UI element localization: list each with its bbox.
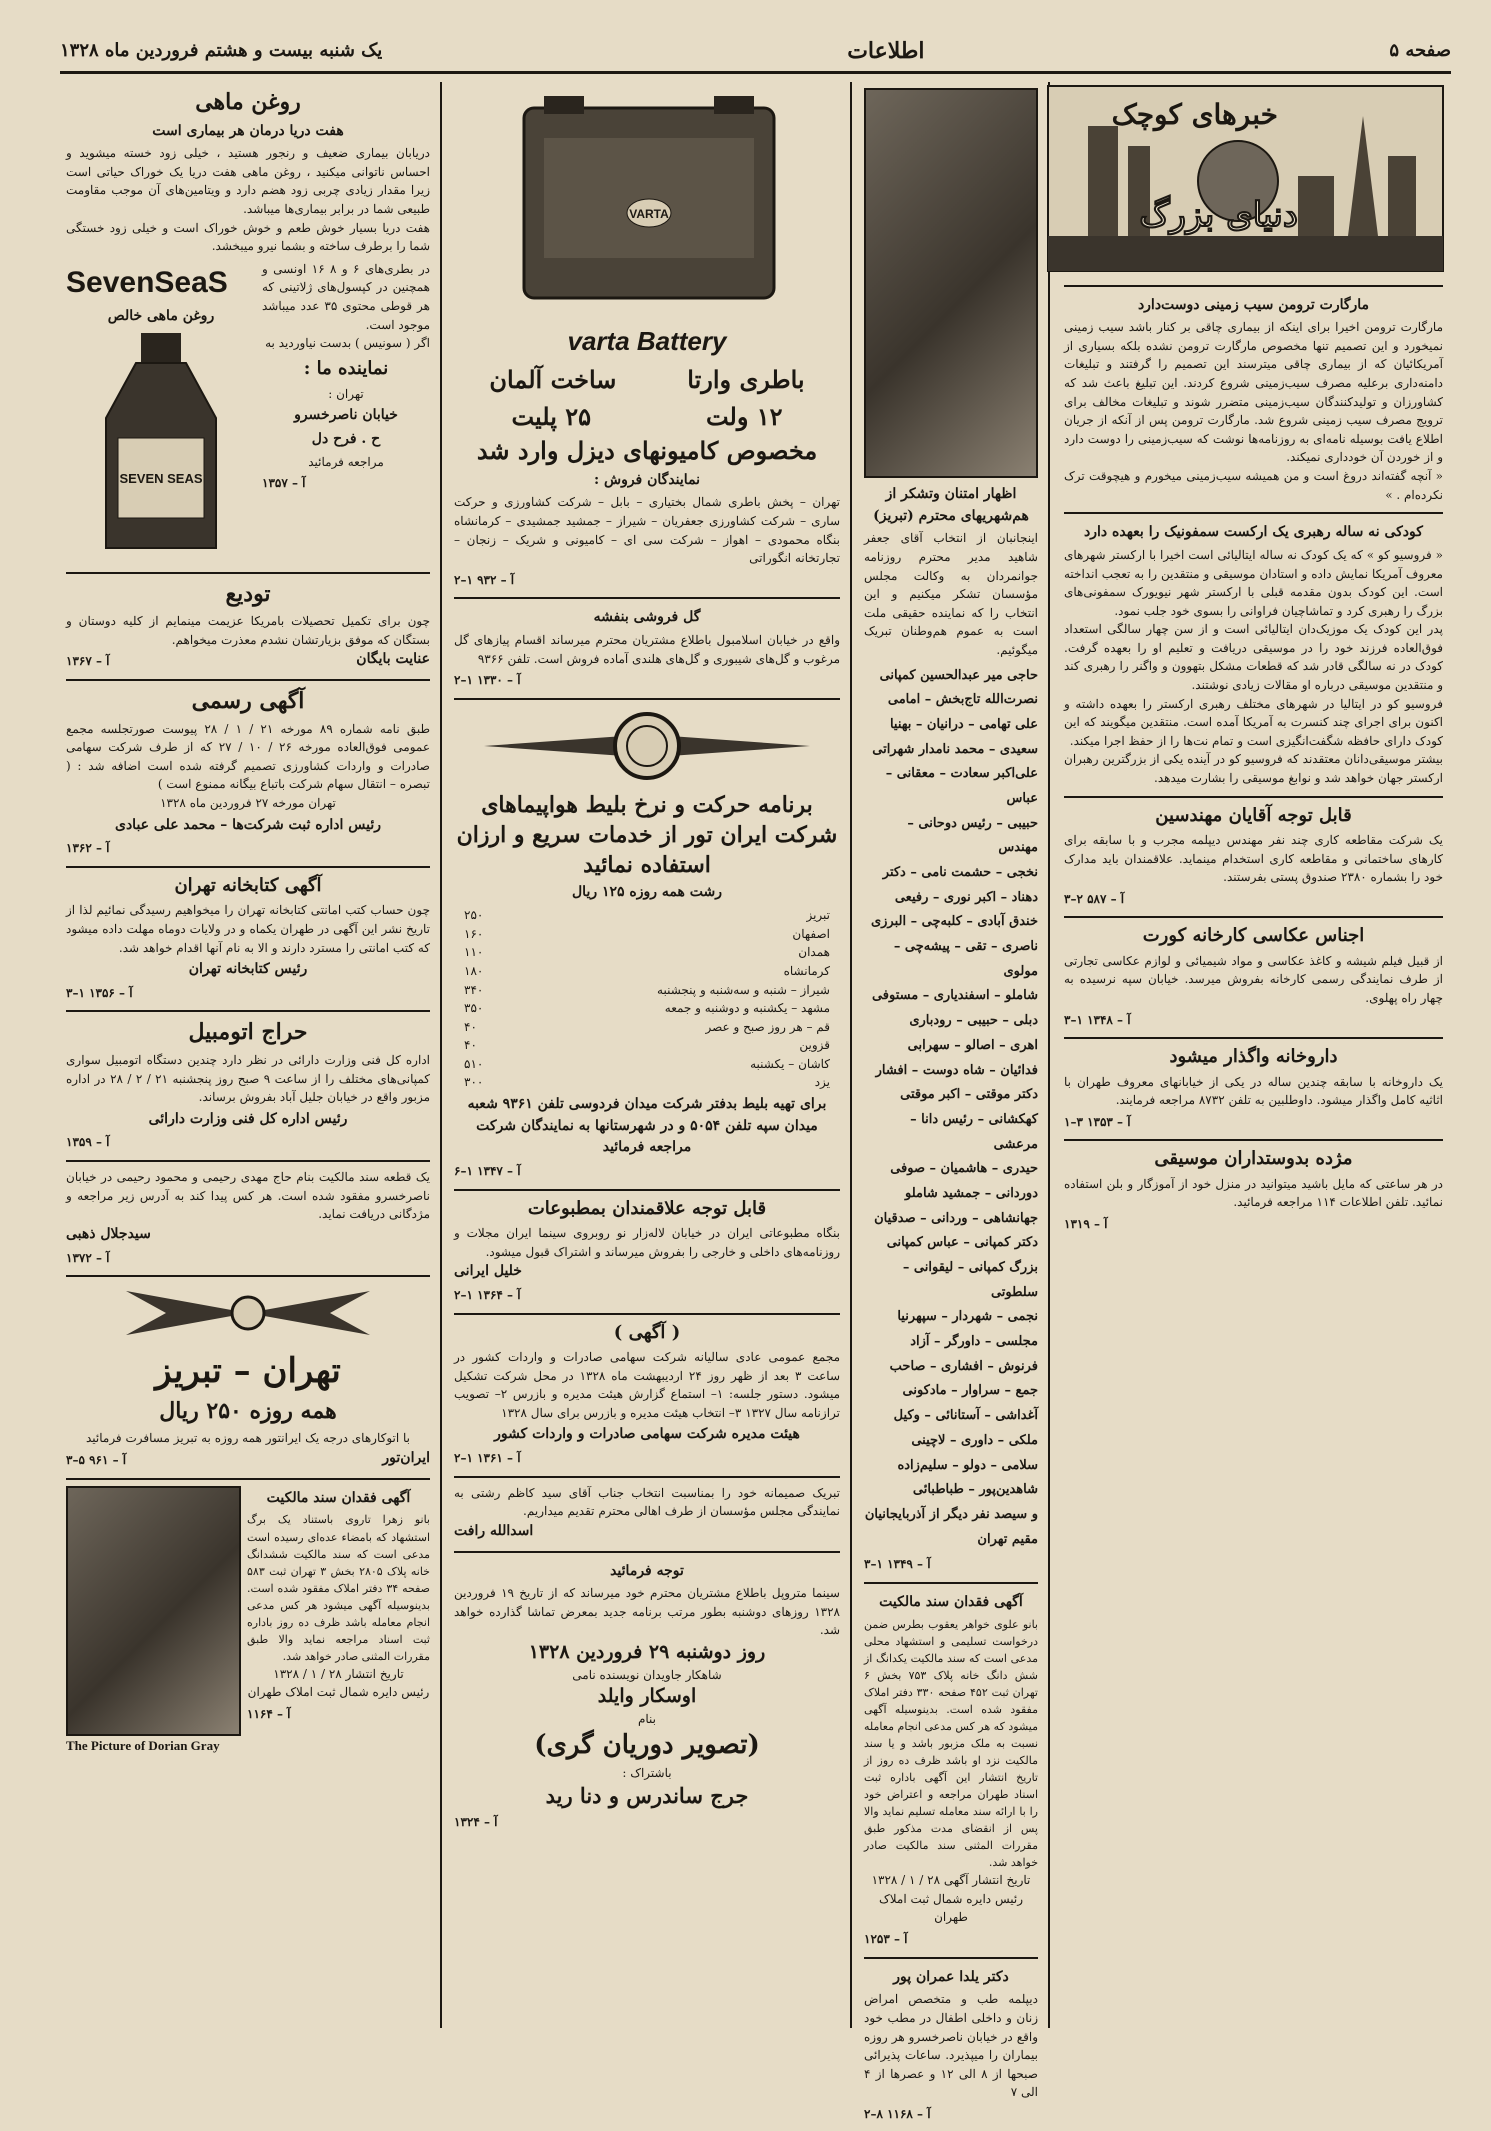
fare-price: ۳۵۰ [464, 1001, 484, 1016]
ad-code: آ – ۱۳۵۳ ۳–۱ [1064, 1114, 1131, 1129]
lost-deed-2-date: تاریخ انتشار ۲۸ / ۱ / ۱۳۲۸ [273, 1666, 404, 1681]
signer: کهکشانی – رئیس دانا – مرعشی [910, 1111, 1038, 1152]
fare-row [454, 925, 840, 944]
farewell-body: چون برای تکمیل تحصیلات بامریکا عزیمت مینمایم از کلیه دوستان و بستگان که موفق بزیارتشان نشدم معذرت میخواهم. [66, 614, 430, 647]
column-rule [440, 82, 442, 2028]
fares-head: رشت همه روزه ۱۲۵ ریال [572, 884, 722, 901]
fish-oil-address: خیابان ناصرخسرو [294, 407, 398, 424]
battery-ad [454, 82, 840, 599]
official-date: تهران مورخه ۲۷ فروردین ماه ۱۳۲۸ [160, 796, 336, 811]
airline-headline: برنامه حرکت و نرخ بلیط هواپیماهای شرکت ایران تور از خدمات سریع و ارزان استفاده نمائید [456, 792, 838, 878]
found-body: یک قطعه سند مالکیت بنام حاج مهدی رحیمی و محمود رحیمی در خیابان ناصرخسرو مفقود شده است. هر کس پیدا کند به آدرس زیر مراجعه و مژدگانی دریافت نماید. [66, 1170, 430, 1222]
lost-deed-notice-2 [66, 1480, 430, 1764]
battery-name: باطری وارتا [687, 364, 805, 394]
ad-code: آ – ۱۲۵۳ [864, 1932, 908, 1947]
truman-headline: مارگارت ترومن سیب زمینی دوست‌دارد [1137, 296, 1370, 313]
fish-oil-rep: نماینده ما : [303, 357, 389, 379]
engineers-ad-title: قابل توجه آقایان مهندسین [1155, 804, 1352, 826]
column-news [1056, 82, 1451, 2028]
official-body: طبق نامه شماره ۸۹ مورخه ۲۱ / ۱ / ۲۸ پیوست صورتجلسه مجمع عمومی فوق‌العاده مورخه ۲۶ / ۱۰ / ۲۷ که از طرف شرکت سهامی صادرات و واردات کشاورزی تصمیم گرفته شده است اضافه شد : ( تبصره – انتقال سهام شرکت باتباع بیگانه ممنوع است ) [66, 721, 431, 792]
cinema-body: سینما متروپل باطلاع مشتریان محترم خود میرساند که از تاریخ ۱۹ فروردین ۱۳۲۸ روزهای دوشنبه بطور مرتب برنامه جدید بمعرض تماشا گذارده خواهد شد. [454, 1586, 840, 1638]
ad-code: آ – ۱۳۴۹ ۱–۳ [864, 1557, 931, 1572]
press-sign: خلیل ایرانی [454, 1263, 522, 1280]
library-notice [66, 868, 430, 1012]
child-headline: کودکی نه ساله رهبری یک ارکست سمفونیک را بعهده دارد [1084, 524, 1423, 541]
congrats-sign: اسدالله رافت [454, 1522, 534, 1539]
signer: مجلسی – داورگر – آزاد [910, 1334, 1038, 1350]
signer: فرنوش – افشاری – صاحب [889, 1358, 1038, 1374]
film-caption: The Picture of Dorian Gray [66, 1737, 220, 1753]
route-body: با اتوکارهای درجه یک ایرانتور همه روزه به تبریز مسافرت فرمائید [85, 1431, 411, 1446]
ad-code: آ – ۱۱۶۸ ۸–۲ [864, 2106, 931, 2121]
fish-oil-note: اگر ( سونیس ) بدست نیاوردید به [265, 336, 430, 351]
auction-title: حراج اتومبیل [188, 1019, 308, 1046]
child-paragraph: پدر این کودک یک موزیک‌دان ایتالیائی است و از سن چهار سالگی استعداد فوق‌العاده فرزند خود را در موسیقی دریافت و تعلیم او را بعهده گرفت. کودک در نه سالگی قادر شد که قطعات مشکل بتهوون و واگنر را رهبری کند و منتقدین موسیقی درباره او مقالات زیادی نوشتند. [1064, 622, 1443, 693]
bottle-label: SEVEN SEAS [119, 471, 203, 487]
thanks-notice [864, 82, 1038, 1584]
fare-row [454, 1036, 840, 1055]
cinema-line: شاهکار جاویدان نویسنده نامی [572, 1667, 722, 1682]
lost-deed-sign: رئیس دایره شمال ثبت املاک طهران [878, 1891, 1023, 1925]
cinema-cast: جرج ساندرس و دنا رید [545, 1783, 749, 1809]
fare-city: قم – هر روز صبح و عصر [705, 1019, 830, 1034]
doctor-ad [864, 1959, 1038, 2131]
route-footer [66, 1448, 430, 1470]
signer: علی‌اکبر سعادت – معقانی – عباس [885, 766, 1038, 806]
ad-code: آ – ۱۳۶۷ [66, 654, 110, 669]
ad-code: آ – ۱۳۵۹ [66, 1135, 110, 1150]
battery-line2 [454, 398, 840, 435]
battery-reps-title: نمایندگان فروش : [593, 471, 701, 488]
cinema-line: باشتراک : [622, 1765, 672, 1780]
press-body: بنگاه مطبوعاتی ایران در خیابان لاله‌زار نو روبروی سینما ایران مجلات و روزنامه‌های داخلی و خارجی را بفروش میرساند و اشتراک قبول میشود. [454, 1226, 840, 1259]
fish-oil-body2: هفت دریا بسیار خوش طعم و خوش خوراک است و خیلی زود خستگی شما را برطرف ساخته و بشما نیرو میبخشد. [66, 220, 430, 254]
official-notice [66, 681, 430, 868]
fare-city: مشهد – یکشنبه و دوشنبه و جمعه [664, 1001, 830, 1016]
issue-date: یک شنبه بیست و هشتم فروردین ماه ۱۳۲۸ [60, 40, 383, 61]
ad-code: آ – ۱۳۵۷ [262, 476, 306, 491]
airline-note: برای تهیه بلیط بدفتر شرکت میدان فردوسی تلفن ۹۳۶۱ شعبه میدان سپه تلفن ۵۰۵۴ و در شهرستانها به نمایندگان شرکت مراجعه فرمائید [467, 1096, 827, 1156]
signer: ملکی – داوری – لاچینی [911, 1432, 1038, 1448]
music-body: در هر ساعتی که مایل باشید میتوانید در منزل خود از آموزگار و بلن استفاده نمائید. تلفن اطلاعات ۱۱۴ مراجعه فرمائید. [1064, 1176, 1443, 1210]
banner-title: خبرهای کوچک [1111, 98, 1278, 131]
cinema-ad [454, 1553, 840, 1841]
fish-oil-brand-block [66, 260, 256, 564]
fare-price: ۳۰۰ [464, 1075, 484, 1090]
ad-code: آ – ۱۳۶۱ ۱–۲ [454, 1451, 521, 1466]
signer: آغداشی – آستانائی – وکیل [893, 1408, 1038, 1424]
fare-price: ۱۶۰ [464, 926, 484, 941]
official-title: آگهی رسمی [191, 688, 305, 715]
signer: نخجی – حشمت نامی – دکتر [882, 865, 1038, 881]
fish-oil-layout [66, 260, 430, 564]
fish-oil-title: روغن ماهی [195, 89, 301, 115]
newspaper-title: اطلاعات [847, 37, 925, 64]
company-notice-sign: هیئت مدیره شرکت سهامی صادرات و واردات کشور [494, 1426, 800, 1443]
signer: دبلی – حبیبی – رودباری [909, 1013, 1038, 1029]
music-ad [1064, 1141, 1443, 1241]
press-ad [454, 1191, 840, 1315]
ad-code: آ – ۱۳۲۴ [454, 1815, 498, 1830]
signer: حبیبی – رئیس دوحانی – مهندس [907, 815, 1038, 856]
signer: حاجی میر عبدالحسین کمپانی [879, 667, 1038, 683]
ad-code: آ – ۱۱۶۴ [247, 1707, 291, 1722]
fare-row [454, 999, 840, 1018]
engineers-ad-body: یک شرکت مقاطعه کاری چند نفر مهندس دیپلمه مجرب و با سابقه برای کارهای ساختمانی و مقاطعه کاری استخدام مینماید. علاقمندان باید مدارک خود را بشماره ۲۳۸۰ صندوق پستی بفرستند. [1064, 833, 1443, 885]
truman-article [1064, 287, 1443, 515]
fare-city: همدان [798, 945, 830, 960]
signer: نجمی – شهردار – سپهرنیا [897, 1309, 1038, 1325]
child-paragraph: فروسیو کو در ایتالیا در شهرهای مختلف رهبری ارکستر را بعهده داشته و اکنون برای اجرای چند کنسرت به آمریکا آمده است. منتقدین میگویند که این کودک دارای حافظه شگفت‌انگیزی است و تمام نت‌ها را از حفظ اجرا میکند. [1064, 696, 1443, 748]
signer: دکتر موقتی – اکبر موقتی [900, 1087, 1038, 1103]
fare-row [454, 906, 840, 925]
company-notice-title: ( آگهی ) [613, 1321, 681, 1343]
fish-oil-details [262, 260, 430, 564]
photo-supplies-ad [1064, 918, 1443, 1039]
flower-shop-ad [454, 599, 840, 699]
fare-city: تبریز [806, 908, 830, 923]
ad-code: آ – ۱۳۱۹ [1064, 1216, 1108, 1231]
brand-subtitle: روغن ماهی خالص [107, 308, 215, 325]
lost-deed-2-body: بانو زهرا تاروی باستناد یک برگ استشهاد که بامضاء عده‌ای رسیده است مدعی است که سند مالکیت ششدانگ خانه پلاک ۲۸۰۵ بخش ۳ تهران ثبت ۵۸۳ صفحه ۳۴ دفتر املاک مفقود شده است. بدینوسیله آگهی میشود هر کس مدعی انجام معامله باشد ظرف ده روز باداره ثبت اسناد مراجعه نماید والا طبق مقررات المثنی صادر خواهد شد. [247, 1513, 430, 1663]
signer: نصرت‌الله تاج‌بخش – امامی [887, 692, 1038, 708]
signer: جهانشاهی – وردانی – صدقیان [874, 1210, 1038, 1226]
bus-route-ad [66, 1277, 430, 1480]
truman-quote: « آنچه گفته‌اند دروغ است و من همیشه سیب‌زمینی میخورم و هیچوقت ترک نکرده‌ام . » [1064, 469, 1443, 502]
column-ads-middle [446, 82, 848, 2028]
lost-deed-body: بانو علوی خواهر یعقوب بطرس ضمن درخواست تسلیمی و استشهاد محلی مدعی است که سند مالکیت یکدانگ از شش دانگ خانه پلاک ۷۵۳ بخش ۶ تهران ثبت ۴۵۲ صفحه ۳۳۰ دفتر املاک مفقود شده است. بدینوسیله آگهی میشود که هر کس مدعی انجام معامله نسبت به ملک مزبور باشد و یا سند مالکیت نزد او باشد ظرف ده روز از تاریخ انتشار این آگهی باداره ثبت اسناد طهران مراجعه و اعتراض خود را با ارائه سند معامله تسلیم نماید والا پس از انقضای مدت مذکور طبق مقررات المثنی سند مالکیت صادر خواهد شد. [864, 1617, 1039, 1870]
fare-city: قزوین [799, 1038, 830, 1053]
ad-code: آ – ۱۳۴۷ ۱–۶ [454, 1164, 521, 1179]
fare-city: کاشان – یکشنبه [750, 1056, 830, 1071]
pharmacy-title: داروخانه واگذار میشود [1169, 1046, 1338, 1068]
signer: ناصری – تقی – پیشه‌چی – مولوی [893, 939, 1038, 979]
banner-illustration [1048, 86, 1443, 271]
fare-price: ۱۱۰ [464, 945, 484, 960]
signer: خندق آبادی – کلبه‌چی – البرزی [870, 914, 1038, 930]
lost-deed-title: آگهی فقدان سند مالکیت [879, 1593, 1023, 1610]
film-still [66, 1486, 241, 1756]
lost-deed-2-text [247, 1486, 430, 1756]
signer: دهناد – اکبر نوری – رفیعی [894, 889, 1038, 905]
battery-headline: مخصوص کامیونهای دیزل وارد شد [476, 436, 818, 466]
winged-logo-icon [66, 1283, 430, 1343]
brand-logo: SevenSeaS [66, 265, 228, 299]
signer: و سیصد نفر دیگر از آذربایجانیان مقیم تهران [864, 1506, 1038, 1547]
fare-price: ۲۵۰ [464, 908, 484, 923]
route-price: همه روزه ۲۵۰ ریال [159, 1397, 337, 1424]
column-rule [1048, 82, 1050, 2028]
child-paragraph: بیشتر موسیقی‌دانان معتقدند که فروسیو کو در آینده یکی از بزرگترین رهبران ارکستر جهان خواهد شد و نوابغ موسیقی را بشارت میدهد. [1064, 752, 1443, 786]
fare-city: شیراز – شنبه و سه‌شنبه و پنجشنبه [657, 982, 830, 997]
fare-price: ۱۸۰ [464, 963, 484, 978]
flower-title: گل فروشی بنفشه [593, 609, 701, 626]
fare-city: یزد [814, 1075, 830, 1090]
fare-row [454, 1055, 840, 1074]
engineers-ad [1064, 798, 1443, 919]
signer: حیدری – هاشمیان – صوفی [890, 1161, 1038, 1177]
company-notice [454, 1315, 840, 1478]
official-sign: رئیس اداره ثبت شرکت‌ها – محمد علی عبادی [114, 816, 381, 833]
ad-code: آ – ۹۶۱ ۵–۳ [66, 1453, 127, 1468]
ad-code: آ – ۵۸۷ ۲–۳ [1064, 891, 1125, 906]
page-number: صفحه ۵ [1389, 40, 1451, 61]
cinema-title: توجه فرمائید [610, 1562, 684, 1579]
signers-list [864, 664, 1038, 1553]
cinema-line: بنام [637, 1711, 657, 1726]
fare-table [454, 906, 840, 1092]
route-title: تهران – تبریز [155, 1350, 341, 1391]
signer: سلامی – دولو – سلیم‌زاده [897, 1457, 1038, 1473]
press-title: قابل توجه علاقمندان بمطبوعات [527, 1197, 767, 1219]
ad-code: آ – ۱۳۳۰ ۱–۲ [454, 673, 521, 688]
battery-label: VARTA [629, 207, 669, 221]
actress-photo [66, 1486, 241, 1736]
signer: بزرگ کمپانی – لیقوانی – سلطوتی [902, 1260, 1038, 1300]
battery-reps: تهران – پخش باطری شمال بختیاری – بابل – شرکت کشاورزی و حرکت ساری – شرکت کشاورزی جعفریان – شیراز – جمشید جمشیدی – کرمانشاه بنگاه محمودی – اهواز – شرکت سی ای – کامیونی و شریک – زنجان – تجارتخانه انگوراتی [454, 495, 840, 566]
bottle-icon [66, 328, 256, 558]
found-deed-notice [66, 1162, 430, 1277]
car-auction-notice [66, 1012, 430, 1162]
route-company: ایران‌تور [382, 1450, 430, 1467]
fish-oil-subtitle: هفت دریا درمان هر بیماری است [152, 122, 344, 139]
battery-origin: ساخت آلمان [489, 364, 617, 394]
ad-code: آ – ۹۳۲ ۱–۲ [454, 572, 515, 587]
fish-oil-shop: ح . فرح دل [311, 430, 381, 447]
congrats-body: تبریک صمیمانه خود را بمناسبت انتخاب جناب آقای سید کاظم رشتی به نمایندگی مجلس مؤسسان از طرف اهالی محترم تقدیم میداریم. [454, 1485, 840, 1519]
fish-oil-city: تهران : [328, 386, 364, 401]
lost-deed-2-layout [66, 1486, 430, 1756]
farewell-footer [66, 649, 430, 671]
cinema-date: روز دوشنبه ۲۹ فروردین ۱۳۲۸ [528, 1640, 766, 1663]
fare-price: ۵۱۰ [464, 1056, 484, 1071]
fare-row [454, 1073, 840, 1092]
fare-row [454, 1018, 840, 1037]
lost-deed-date: تاریخ انتشار آگهی ۲۸ / ۱ / ۱۳۲۸ [871, 1873, 1031, 1888]
farewell-sign: عنایت بایگان [356, 651, 430, 668]
pharmacy-body: یک داروخانه با سابقه چندین ساله در یکی از خیابانهای معروف طهران با اثاثیه کامل واگذار میشود. داوطلبین به تلفن ۸۷۳۲ مراجعه فرمایند. [1064, 1074, 1443, 1108]
photo-supplies-title: اجناس عکاسی کارخانه کورت [1142, 925, 1365, 947]
truman-body: مارگارت ترومن اخیرا برای اینکه از بیماری چاقی بر کنار باشد سیب زمینی نمیخورد و این تصمیم تنها مخصوص مارگارت ترومن نشده بلکه بسیاری از آمریکائیان که از بیماری چاقی میترسند این تصمیم را گرفتند و تبلیغات دامنه‌داری برعلیه مصرف سیب‌زمینی شروع کردند. این تبلیغ باعث شد که کشاورزان و تولیدکنندگان سیب‌زمینی متضرر شوند و تبلیغات مخالف برای ترویج مصرف سیب زمینی شروع شد. مارگارت ترومن پس از آنکه از جریان اطلاع یافت بوسیله نامه‌ای به روزنامه‌ها نوشت که سیب‌زمینی را دوست دارد و از خوردن آن خودداری نمیکند. [1064, 320, 1443, 465]
child-conductor-article [1064, 514, 1443, 797]
ad-code: آ – ۱۳۴۸ ۱–۳ [1064, 1012, 1131, 1027]
library-sign: رئیس کتابخانه تهران [188, 961, 308, 978]
signer: سعیدی – محمد نامدار شهراتی [872, 741, 1038, 757]
portrait-photo [864, 88, 1038, 478]
library-title: آگهی کتابخانه تهران [174, 874, 322, 896]
signer: شاملو – اسفندیاری – مستوفی [871, 988, 1038, 1004]
battery-volt: ۱۲ ولت [705, 402, 783, 432]
photo-supplies-body: از قبیل فیلم شیشه و کاغذ عکاسی و مواد شیمیائی و لوازم عکاسی تجارتی از طرف نمایندگی رسمی کارخانه بفروش میرسد. خیابان سپه نرسیده به چهار راه پهلوی. [1064, 953, 1443, 1005]
library-body: چون حساب کتب امانتی کتابخانه تهران را میخواهیم رسیدگی نمائیم لذا از تاریخ نشر این آگهی در طهران یکماه و در ولایات دوماه مهلت داده میشود که کتب امانتی را مسترد دارند و الا به نام آنها اقدام خواهد شد. [66, 903, 430, 955]
battery-illustration [454, 88, 840, 313]
thanks-body: اینجانبان از انتخاب آقای جعفر شاهید مدیر محترم روزنامه جوانمردان به وکالت مجلس مؤسسان تشکر میکنیم و این انتخاب را که نماینده حقیقی ملت است به عموم هم‌وطنان تبریک میگوئیم. [864, 531, 1038, 657]
ad-code: آ – ۱۳۷۲ [66, 1250, 110, 1265]
battery-line1 [454, 361, 840, 398]
found-sign: سیدجلال ذهبی [66, 1225, 151, 1242]
fish-oil-body: دریابان بیماری ضعیف و رنجور هستید ، خیلی زود خسته میشوید و احساس ناتوانی میکنید ، روغن ماهی هفت دریا یک خوراک حیاتی است زیرا مقدار زیادی چربی زود هضم دارد و ویتامین‌های آن موجب مقاومت طبیعی شما در برابر بیماری‌ها میباشد. [66, 146, 430, 217]
ad-code: آ – ۱۳۵۶ ۱–۳ [66, 985, 133, 1000]
banner-subtitle: دنیای بزرگ [1139, 195, 1298, 235]
fish-oil-sizes: در بطری‌های ۶ و ۸ ۱۶ اونسی و همچنین در کپسول‌های ژلاتینی که هر قوطی محتوی ۳۵ عدد میباشد موجود است. [262, 261, 430, 332]
fare-price: ۳۴۰ [464, 982, 484, 997]
fish-oil-ad [66, 82, 430, 574]
doctor-name: دکتر یلدا عمران پور [893, 1968, 1009, 1985]
farewell-title: تودیع [225, 580, 271, 607]
signer: علی تهامی – درانیان – بهنیا [889, 716, 1038, 732]
thanks-headline: اظهار امتنان وتشکر از هم‌شهریهای محترم (تبریز) [873, 486, 1029, 524]
page-header [60, 30, 1451, 74]
cinema-author: اوسکار وایلد [597, 1685, 697, 1708]
music-title: مژده بدوستداران موسیقی [1154, 1148, 1353, 1170]
signer: دوردانی – جمشید شاملو [904, 1185, 1038, 1201]
signer: شاهدین‌پور – طباطبائی [912, 1482, 1038, 1498]
lost-deed-notice [864, 1584, 1038, 1959]
fare-price: ۴۰ [464, 1038, 477, 1053]
flower-body: واقع در خیابان اسلامبول باطلاع مشتریان محترم میرساند اقسام پیازهای گل مرغوب و گل‌های شیبوری و گل‌های هلندی آماده فروش است. تلفن ۹۳۶۶ [454, 633, 840, 666]
auction-body: اداره کل فنی وزارت دارائی در نظر دارد چندین دستگاه اتومبیل سواری کمپانی‌های مختلف را از ساعت ۹ صبح روز پنجشنبه ۲۱ / ۲ / ۲۸ در اداره مزبور واقع در خیابان جلیل آباد بفروش برساند. [66, 1052, 430, 1105]
airline-ad [454, 700, 840, 1191]
fare-row [454, 943, 840, 962]
doctor-body: دیپلمه طب و متخصص امراض زنان و داخلی اطفال در مطب خود واقع در خیابان ناصرخسرو هر روزه بیماران را میپذیرد. ساعات پذیرائی صبحها از ۸ الی ۱۲ و عصرها از ۴ الی ۷ [864, 1992, 1038, 2100]
fare-city: کرمانشاه [783, 963, 830, 978]
pharmacy-ad [1064, 1039, 1443, 1141]
fare-city: اصفهان [792, 926, 830, 941]
column-thanks [856, 82, 1046, 2121]
signer: جمع – سراوار – مادکونی [902, 1383, 1038, 1399]
fare-price: ۴۰ [464, 1019, 477, 1034]
lost-deed-2-title: آگهی فقدان سند مالکیت [266, 1489, 411, 1506]
ad-code: آ – ۱۳۶۲ [66, 841, 110, 856]
child-paragraph: « فروسیو کو » که یک کودک نه ساله ایتالیائی است اخیرا با ارکستر شهرهای معروف آمریکا نمایش داده و استادان موسیقی و منتقدین را به تعجب انداخته است. این کودک بدون مقدمه قبلی با ارکستر شهر نیویورک سمفونی‌های بزرگ را رهبری کرد و تماشاچیان فراوانی را بسوی خود جلب نمود. [1064, 547, 1443, 618]
column-rule [850, 82, 852, 2028]
farewell-notice [66, 574, 430, 681]
signer: دکتر کمپانی – عباس کمپانی [886, 1235, 1038, 1251]
cinema-film-title: (تصویر دوریان گری) [534, 1730, 760, 1761]
battery-plates: ۲۵ پلیت [511, 402, 592, 432]
fare-row [454, 962, 840, 981]
lost-deed-2-sign: رئیس دایره شمال ثبت املاک طهران [247, 1685, 430, 1700]
congrats-notice [454, 1478, 840, 1553]
signer: اهری – اصالو – سهرابی [907, 1037, 1038, 1053]
signer: فدائیان – شاه دوست – افشار [875, 1062, 1038, 1078]
fare-row [454, 981, 840, 1000]
battery-brand-en: varta Battery [567, 325, 727, 356]
company-notice-body: مجمع عمومی عادی سالیانه شرکت سهامی صادرات و واردات کشور در ساعت ۳ بعد از ظهر روز ۲۴ اردیبهشت ماه ۱۳۲۸ در محل شرکت تشکیل میشود. دستور جلسه: ۱– استماع گزارش هیئت مدیره و بازرس ۲– تصویب ترازنامه سال ۱۳۲۷ ۳– انتخاب هیئت مدیره و بازرس برای سال ۱۳۲۸ [454, 1349, 841, 1420]
news-banner [1064, 82, 1443, 287]
auction-sign: رئیس اداره کل فنی وزارت دارائی [148, 1110, 348, 1127]
fish-oil-ref: مراجعه فرمائید [308, 454, 384, 469]
ad-code: آ – ۱۳۶۴ ۱–۲ [454, 1287, 521, 1302]
airline-logo-icon [454, 706, 840, 786]
column-ads-left [58, 82, 438, 2028]
